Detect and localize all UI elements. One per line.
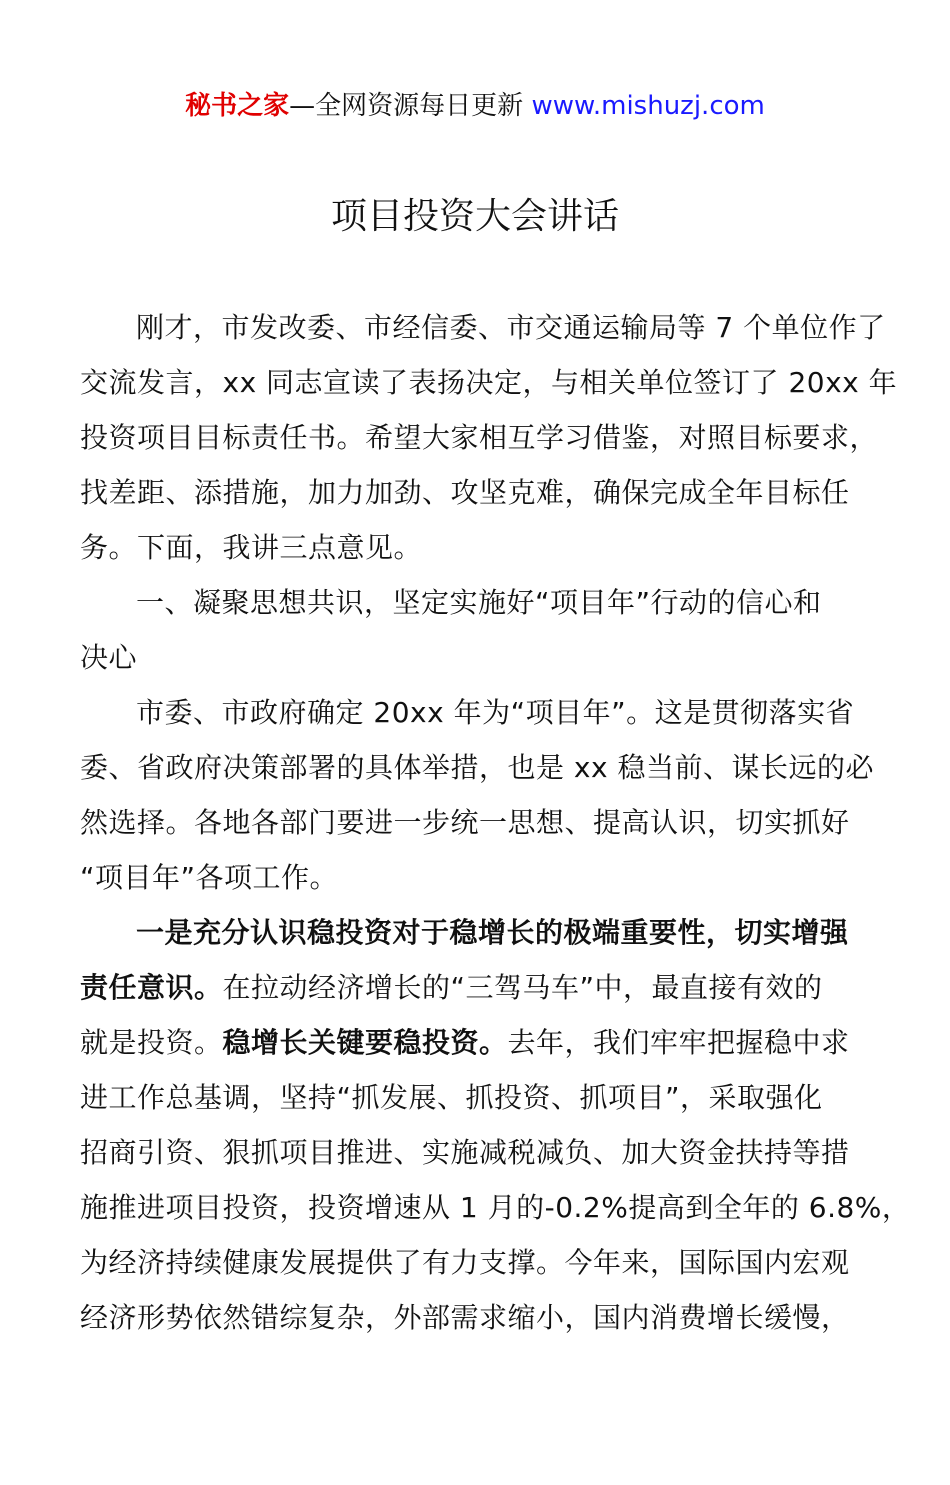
paragraph-intro (80, 300, 898, 575)
text-line: 为经济持续健康发展提供了有力支撑。今年来，国际国内宏观 (80, 1246, 850, 1279)
text-line (80, 905, 872, 960)
document-body (80, 300, 911, 1345)
site-header (0, 88, 950, 124)
paragraph-project-year (80, 685, 872, 905)
bold-text: 稳增长关键要稳投资。 (222, 1026, 508, 1059)
text-run: 在拉动经济增长的“三驾马车”中，最直接有效的 (222, 971, 823, 1004)
site-tagline: —全网资源每日更新 (289, 91, 524, 121)
text-line: 投资项目目标责任书。希望大家相互学习借鉴，对照目标要求， (80, 421, 879, 454)
site-brand: 秘书之家 (185, 91, 290, 121)
text-line: 然选择。各地各部门要进一步统一思想、提高认识，切实抓好 (80, 806, 850, 839)
text-line: 决心 (80, 641, 138, 674)
text-line: 务。下面，我讲三点意见。 (80, 531, 423, 564)
bold-lead: 一是充分认识稳投资对于稳增长的极端重要性，切实增强 (136, 916, 849, 949)
text-run: 去年，我们牢牢把握稳中求 (507, 1026, 850, 1059)
text-line: 找差距、添措施，加力加劲、攻坚克难，确保完成全年目标任 (80, 476, 850, 509)
text-line: 市委、市政府确定 20xx 年为“项目年”。这是贯彻落实省 (136, 696, 855, 729)
text-line (80, 960, 872, 1015)
text-line: 经济形势依然错综复杂，外部需求缩小，国内消费增长缓慢， (80, 1301, 850, 1334)
section-heading-1 (80, 575, 872, 685)
text-line: “项目年”各项工作。 (80, 861, 339, 894)
text-line: 进工作总基调，坚持“抓发展、抓投资、抓项目”，采取强化 (80, 1081, 823, 1114)
text-line: 委、省政府决策部署的具体举措，也是 xx 稳当前、谋长远的必 (80, 751, 874, 784)
document-title: 项目投资大会讲话 (330, 196, 619, 237)
text-line: 刚才，市发改委、市经信委、市交通运输局等 7 个单位作了 (136, 311, 886, 344)
text-line: 施推进项目投资，投资增速从 1 月的-0.2%提高到全年的 6.8%， (80, 1191, 911, 1224)
text-run: 就是投资。 (80, 1026, 223, 1059)
paragraph-investment (80, 905, 911, 1345)
bold-text: 责任意识。 (80, 971, 223, 1004)
text-line: 招商引资、狠抓项目推进、实施减税减负、加大资金扶持等措 (80, 1136, 850, 1169)
text-line: 一、凝聚思想共识，坚定实施好“项目年”行动的信心和 (136, 586, 822, 619)
site-url-link[interactable]: www.mishuzj.com (531, 91, 765, 121)
text-line (80, 1015, 872, 1070)
text-line: 交流发言，xx 同志宣读了表扬决定，与相关单位签订了 20xx 年 (80, 366, 898, 399)
